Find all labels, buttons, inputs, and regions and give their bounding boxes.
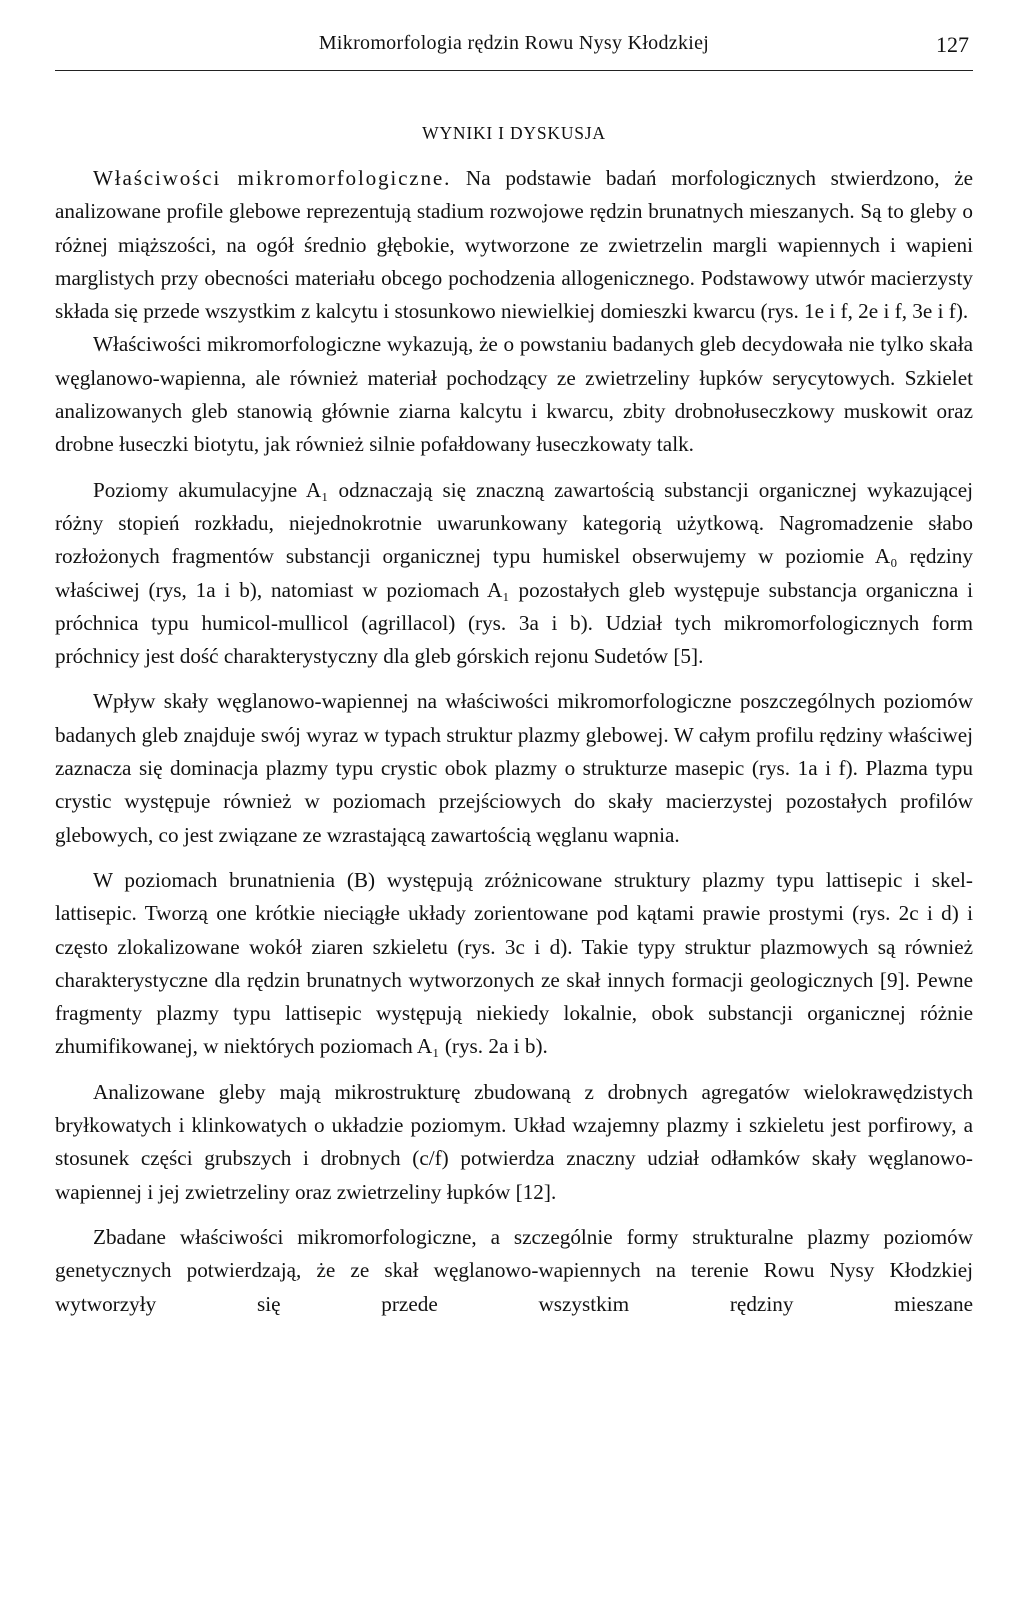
paragraph-lead: Właściwości mikromorfologiczne. (93, 166, 452, 190)
paragraph-6: Analizowane gleby mają mikrostrukturę zbudowaną z drobnych agregatów wielokrawędzistych bryłkowatych i klinkowatych o układzie poziomym. Układ wzajemny plazmy i szkieletu jest porfirowy, a stosunek części grubszych i drobnych (c/f) potwierdza znaczny udział odłamków skały węglanowo-wapiennej i jej zwietrzeliny oraz zwietrzeliny łupków [12]. (55, 1079, 973, 1204)
running-title: Mikromorfologia rędzin Rowu Nysy Kłodzkiej (318, 32, 710, 54)
section-heading: WYNIKI I DYSKUSJA (422, 123, 606, 143)
page-number: 127 (936, 32, 969, 57)
paragraph-text: Na podstawie badań morfologicznych stwierdzono, że analizowane profile glebowe reprezentują stadium rozwojowe rędzin brunatnych mieszanych. Są to gleby o różnej miąższości, na ogół średnio głębokie, wytworzone ze zwietrzelin margli wapiennych i wapieni marglistych przy obecności materiału obcego pochodzenia allogenicznego. Podstawowy utwór macierzysty składa się przede wszystkim z kalcytu i stosunkowo niewielkiej domieszki kwarcu (rys. 1e i f, 2e i f, 3e i f). (55, 166, 973, 324)
running-header (55, 26, 973, 71)
paragraph-3: Poziomy akumulacyjne A₁ odznaczają się znaczną zawartością substancji organicznej wykazującej różny stopień rozkładu, niejednokrotnie uwarunkowany kategorią użytkową. Nagromadzenie słabo rozłożonych fragmentów substancji organicznej typu humiskel obserwujemy w poziomie A₀ rędziny właściwej (rys, 1a i b), natomiast w poziomach A₁ pozostałych gleb występuje substancja organiczna i próchnica typu humicol-mullicol (agrillacol) (rys. 3a i b). Udział tych mikromorfologicznych form próchnicy jest dość charakterystyczny dla gleb górskich rejonu Sudetów [5]. (55, 477, 973, 669)
paragraph-7: Zbadane właściwości mikromorfologiczne, a szczególnie formy strukturalne plazmy poziomów genetycznych potwierdzają, że ze skał węglanowo-wapiennych na terenie Rowu Nysy Kłodzkiej wytworzyły się przede wszystkim rędziny mieszane (55, 1224, 973, 1316)
journal-page (55, 26, 973, 1321)
paragraph-4: Wpływ skały węglanowo-wapiennej na właściwości mikromorfologiczne poszczególnych poziomów badanych gleb znajduje swój wyraz w typach struktur plazmy glebowej. W całym profilu rędziny właściwej zaznacza się dominacja plazmy typu crystic obok plazmy o strukturze masepic (rys. 1a i f). Plazma typu crystic występuje również w poziomach przejściowych do skały macierzystej pozostałych profilów glebowych, co jest związane ze wzrastającą zawartością węglanu wapnia. (55, 689, 973, 847)
paragraph-1 (55, 162, 973, 328)
paragraph-2: Właściwości mikromorfologiczne wykazują, że o powstaniu badanych gleb decydowała nie tylko skała węglanowo-wapienna, ale również materiał pochodzący ze zwietrzeliny łupków serycytowych. Szkielet analizowanych gleb stanowią głównie ziarna kalcytu i kwarcu, zbity drobnołuseczkowy muskowit oraz drobne łuseczki biotytu, jak również silnie pofałdowany łuseczkowaty talk. (55, 332, 973, 457)
paragraph-5: W poziomach brunatnienia (B) występują zróżnicowane struktury plazmy typu lattisepic i skel-lattisepic. Tworzą one krótkie nieciągłe układy zorientowane pod kątami prawie prostymi (rys. 2c i d) i często zlokalizowane wokół ziaren szkieletu (rys. 3c i d). Takie typy struktur plazmowych są również charakterystyczne dla rędzin brunatnych wytworzonych ze skał innych formacji geologicznych [9]. Pewne fragmenty plazmy typu lattisepic występują niekiedy lokalnie, obok substancji organicznej różnie zhumifikowanej, w niektórych poziomach A₁ (rys. 2a i b). (55, 867, 973, 1059)
